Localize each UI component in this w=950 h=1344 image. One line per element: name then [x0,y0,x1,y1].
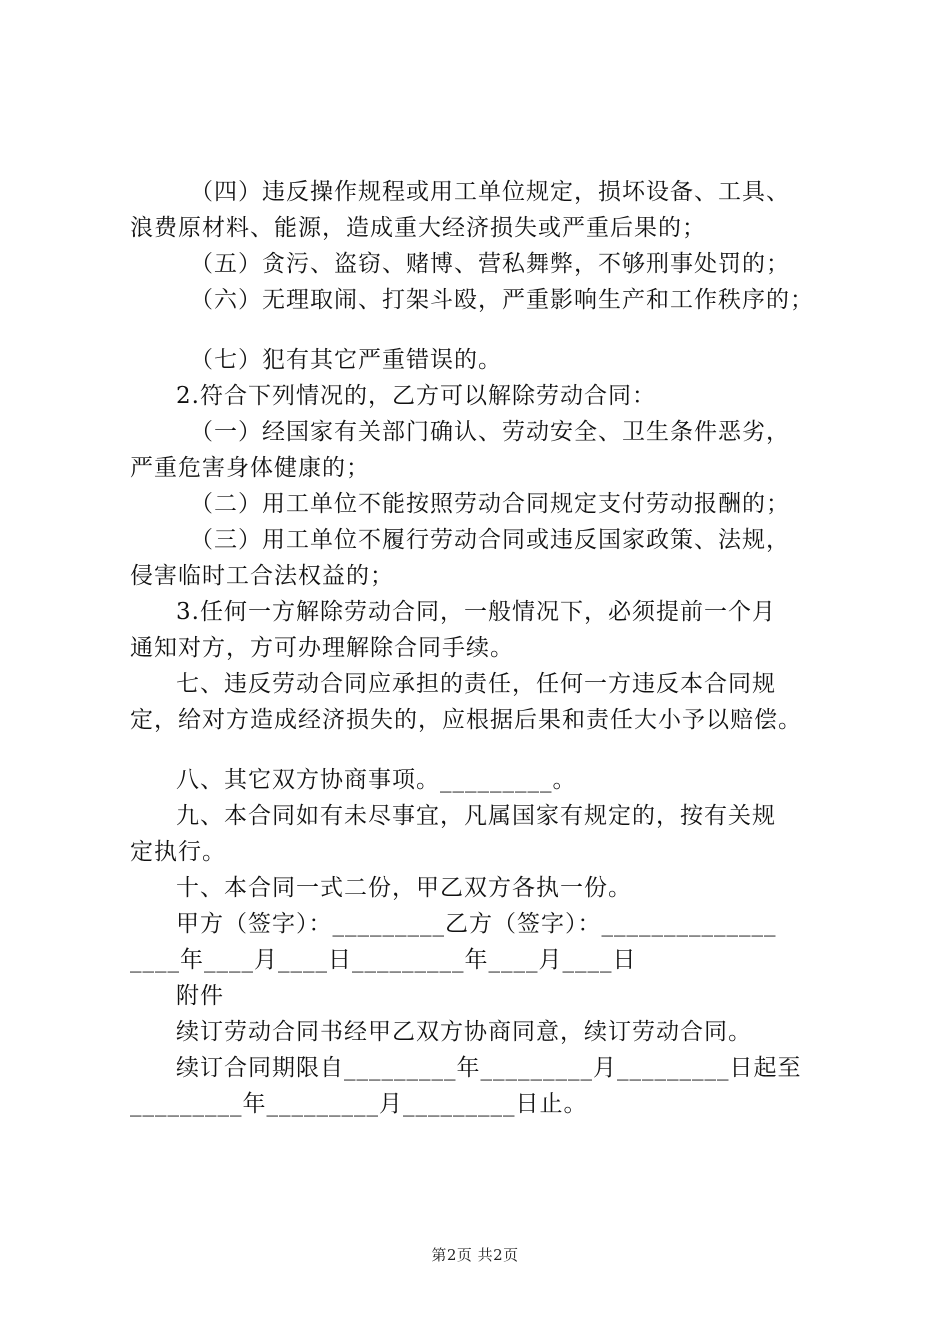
clause-line: 七、违反劳动合同应承担的责任，任何一方违反本合同规 [176,671,776,697]
clause-line: 定执行。 [130,839,226,865]
clause-line: （四）违反操作规程或用工单位规定，损坏设备、工具、 [190,179,790,205]
renewal-line: 续订劳动合同书经甲乙双方协商同意，续订劳动合同。 [176,1019,752,1045]
clause-line: （五）贪污、盗窃、赌博、营私舞弊，不够刑事处罚的； [190,251,790,277]
clause-line: 严重危害身体健康的； [130,455,370,481]
paragraph-gap [130,738,830,762]
clause-line: （三）用工单位不履行劳动合同或违反国家政策、法规， [190,527,790,553]
paragraph-gap [130,318,830,342]
clause-line: 十、本合同一式二份，甲乙双方各执一份。 [176,875,632,901]
clause-line: 定，给对方造成经济损失的，应根据后果和责任大小予以赔偿。 [130,707,802,733]
clause-line: 通知对方，方可办理解除合同手续。 [130,635,514,661]
contract-body [130,174,830,1122]
attachment-heading: 附件 [176,983,224,1009]
clause-line: 侵害临时工合法权益的； [130,563,394,589]
signature-date-line: ____年____月____日_________年____月____日 [130,947,637,973]
renewal-term-line: _________年_________月_________日止。 [130,1091,588,1117]
clause-line: 八、其它双方协商事项。_________。 [176,767,577,793]
clause-line: （一）经国家有关部门确认、劳动安全、卫生条件恶劣， [190,419,790,445]
clause-line: 浪费原材料、能源，造成重大经济损失或严重后果的； [130,215,706,241]
renewal-term-line: 续订合同期限自_________年_________月_________日起至 [176,1055,802,1081]
clause-line: 2.符合下列情况的，乙方可以解除劳动合同： [176,383,656,409]
page-number-footer: 第2页 共2页 [431,1246,519,1264]
clause-line: 九、本合同如有未尽事宜，凡属国家有规定的，按有关规 [176,803,776,829]
signature-line: 甲方（签字）：_________乙方（签字）：______________ [176,911,777,937]
clause-line: （二）用工单位不能按照劳动合同规定支付劳动报酬的； [190,491,790,517]
clause-line: 3.任何一方解除劳动合同，一般情况下，必须提前一个月 [176,599,776,625]
clause-line: （六）无理取闹、打架斗殴，严重影响生产和工作秩序的； [190,287,814,313]
clause-line: （七）犯有其它严重错误的。 [190,347,502,373]
